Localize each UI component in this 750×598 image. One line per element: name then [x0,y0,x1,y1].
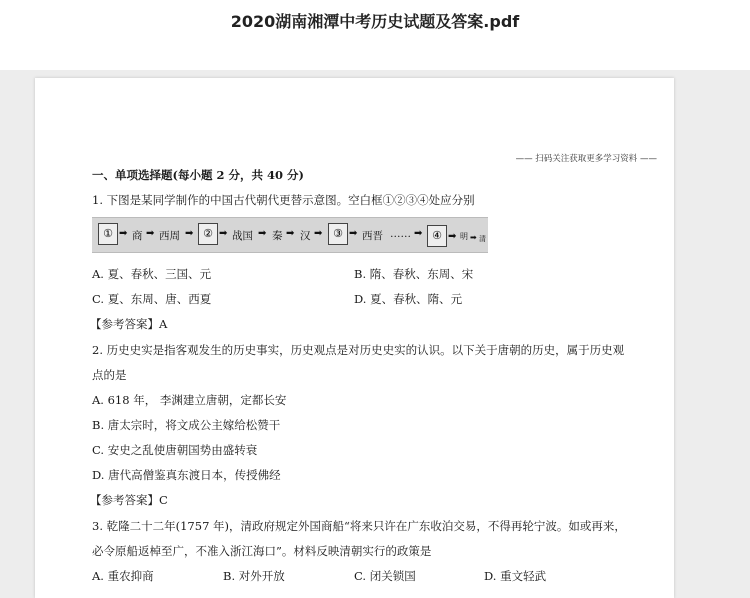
q2-option-a: A. 618 年， 李渊建立唐朝，定都长安 [92,393,287,407]
q1-option-b: B. 隋、春秋、东周、宋 [354,267,474,281]
pdf-page[interactable] [35,78,674,598]
question-3-stem-line1: 3. 乾隆二十二年(1757 年)，清政府规定外国商船“将来只许在广东收泊交易，不得再轮宁波。如或再来， [92,519,626,533]
q1-option-c: C. 夏、东周、唐、西夏 [92,292,212,306]
arrow-icon: ➡ [349,228,358,239]
q3-option-c: C. 闭关锁国 [354,569,416,583]
q3-option-a: A. 重农抑商 [92,569,154,583]
question-2-stem-line2: 点的是 [92,368,127,382]
arrow-icon: ➡ [258,228,267,239]
timeline-item: 西周 [159,230,180,242]
timeline-blank-box: ④ [427,225,447,247]
arrow-icon: ➡ [314,228,323,239]
header-note: —— 扫码关注获取更多学习资料 —— [515,154,657,164]
timeline-item: 明 [460,232,468,241]
question-2-stem-line1: 2. 历史史实是指客观发生的历史事实，历史观点是对历史史实的认识。以下关于唐朝的历史，属于历史观 [92,343,625,357]
arrow-icon: ➡ [185,228,194,239]
arrow-icon: ➡ [414,228,423,239]
timeline-item: 清 [479,235,486,243]
dynasty-timeline-figure [92,217,488,253]
timeline-item: 汉 [300,230,311,242]
timeline-blank-box: ① [98,223,118,245]
q2-option-b: B. 唐太宗时，将文成公主嫁给松赞干 [92,418,281,432]
arrow-icon: ➡ [448,231,457,242]
arrow-icon: ➡ [470,233,477,242]
q2-option-d: D. 唐代高僧鉴真东渡日本，传授佛经 [92,468,281,482]
arrow-icon: ➡ [286,228,295,239]
q1-answer: 【参考答案】A [90,317,168,331]
arrow-icon: ➡ [146,228,155,239]
timeline-item: 秦 [272,230,283,242]
timeline-item: …… [390,228,411,240]
timeline-item: 西晋 [362,230,383,242]
q2-answer: 【参考答案】C [90,493,168,507]
section-title: 一、单项选择题(每小题 2 分，共 40 分) [92,168,304,182]
viewer-toolbar [0,0,750,70]
q3-option-d: D. 重文轻武 [484,569,547,583]
q1-option-a: A. 夏、春秋、三国、元 [92,267,212,281]
q1-option-d: D. 夏、春秋、隋、元 [354,292,463,306]
timeline-item: 战国 [232,230,253,242]
question-3-stem-line2: 必令原船返棹至广，不准入浙江海口”。材料反映清朝实行的政策是 [92,544,432,558]
question-1-stem: 1. 下图是某同学制作的中国古代朝代更替示意图。空白框①②③④处应分别 [92,193,475,207]
document-title: 2020湖南湘潭中考历史试题及答案.pdf [230,12,520,31]
timeline-blank-box: ② [198,223,218,245]
arrow-icon: ➡ [119,228,128,239]
timeline-blank-box: ③ [328,223,348,245]
timeline-item: 商 [132,230,143,242]
q2-option-c: C. 安史之乱使唐朝国势由盛转衰 [92,443,258,457]
q3-option-b: B. 对外开放 [223,569,285,583]
arrow-icon: ➡ [219,228,228,239]
